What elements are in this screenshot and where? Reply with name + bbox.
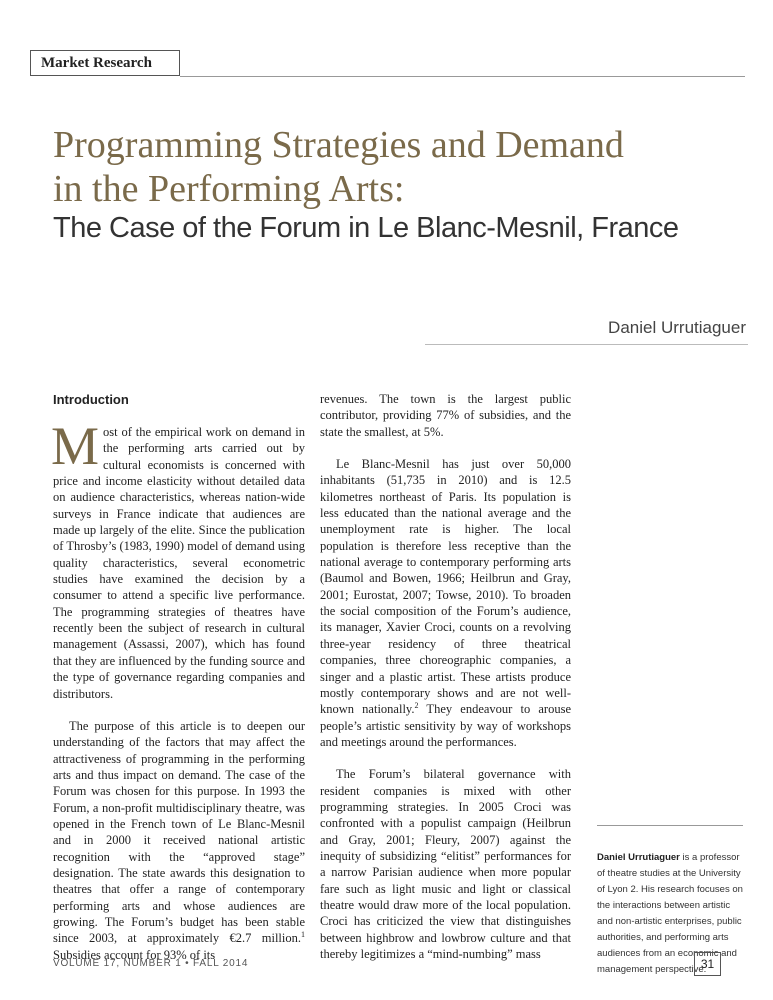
footnote-marker: 1 [301, 930, 305, 940]
title-line-1: Programming Strategies and Demand [53, 124, 624, 166]
author-rule [425, 344, 748, 345]
page-number: 31 [694, 952, 721, 976]
bio-rule [597, 825, 743, 826]
article-subtitle: The Case of the Forum in Le Blanc-Mesnil, France [53, 212, 679, 244]
footnote-marker: 2 [414, 701, 419, 711]
bio-name: Daniel Urrutiaguer [597, 852, 680, 863]
bio-text: is a professor of theatre studies at the University of Lyon 2. His research focuses on the interactions between artistic and non-artistic enterprises, public authorities, and performing arts audiences from an economic and management perspective. [597, 852, 743, 975]
issue-footer: VOLUME 17, NUMBER 1 • FALL 2014 [53, 958, 249, 969]
section-heading: Introduction [53, 392, 129, 407]
paragraph-4: Le Blanc-Mesnil has just over 50,000 inhabitants (51,735 in 2010) and is 12.5 kilometres northeast of Paris. Its population is less educated than the national average and the unemployment rate is higher. The local population is therefore less receptive than the national average to contemporary performing arts (Baumol and Bowen, 1966; Heilbrun and Gray, 2001; Eurostat, 2007; Towse, 2010). To broaden the social composition of the Forum’s audience, its manager, Xavier Croci, counts on a revolving three-year residency of three theatrical companies, three choreographic companies, a singer and a plastic artist. These artists produce mostly contemporary shows and are not well-known nationally.$^2$ They endeavour to arouse people’s artistic sensitivity by way of workshops and meetings around the performances. [320, 457, 571, 749]
section-rule [180, 76, 745, 77]
paragraph-1: Most of the empirical work on demand in the performing arts carried out by cultural economists is concerned with price and income elasticity without detailed data on audience characteristics, whereas nation-wide surveys in France indicate that audiences are made up largely of the elite. Since the publication of Throsby’s (1983, 1990) model of demand using quality characteristics, several econometric studies have examined the decision by a consumer to attend a specific live performance. The programming strategies of theatres have recently been the subject of research in cultural management (Assassi, 2007), which has found that they are influenced by the funding source and the type of governance regarding companies and distributors. [51, 416, 305, 701]
article-title [53, 123, 753, 211]
paragraph-5: The Forum’s bilateral governance with resident companies is mixed with other programming strategies. In 2005 Croci was confronted with a populist campaign (Heilbrun and Gray, 2001; Fleury, 2007) against the inequity of subsidizing “elitist” performances for a narrow Parisian audience when more popular fare such as light music and light or classical theatre would draw more of the local population. Croci has criticized the view that distinguishes between highbrow and lowbrow culture and that thereby legitimizes a “mind-numbing” mass [320, 767, 571, 961]
paragraph-3: revenues. The town is the largest public contributor, providing 77% of subsidies, and the state the smallest, at 5%. [320, 392, 571, 439]
drop-cap: M [51, 416, 100, 476]
text-column-1 [51, 416, 305, 963]
text-column-2 [320, 391, 571, 962]
section-label: Market Research [30, 50, 180, 76]
author-name: Daniel Urrutiaguer [608, 318, 746, 337]
paragraph-2: The purpose of this article is to deepen our understanding of the factors that may affect the attractiveness of programming in the performing arts and thus impact on demand. The case of the Forum was chosen for this purpose. In 1993 the Forum, a non-profit multidisciplinary theatre, was opened in the French town of Le Blanc-Mesnil and in 2000 it received national artistic recognition with the “approved stage” designation. The state awards this designation to theatres that offer a range of contemporary performing arts and whose audiences are growing. The Forum’s budget has been stable since 2003, at approximately €2.7 million.$^1$ Subsidies account for 93% of its [53, 718, 305, 962]
author-bio [597, 850, 747, 978]
title-line-2: in the Performing Arts: [53, 168, 405, 210]
